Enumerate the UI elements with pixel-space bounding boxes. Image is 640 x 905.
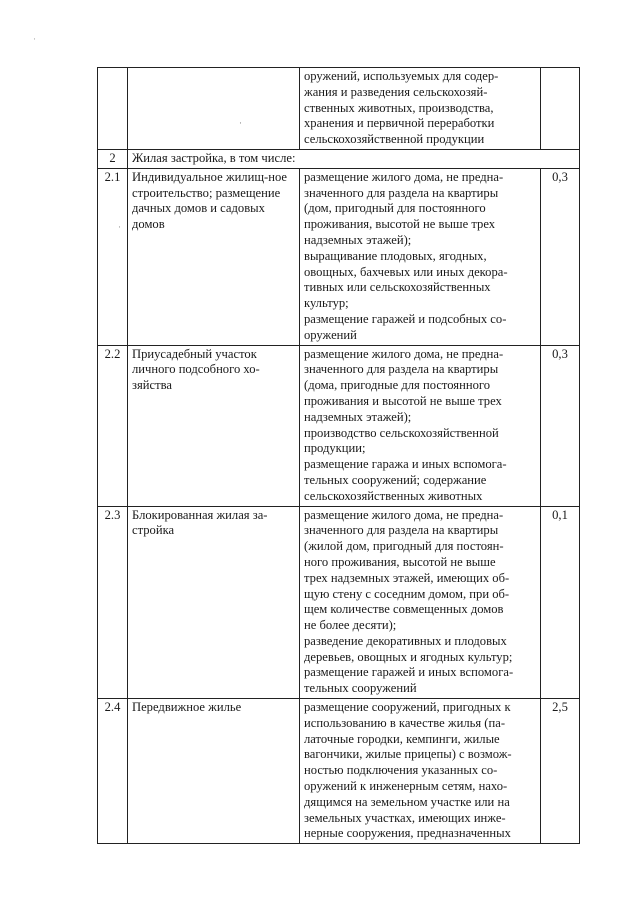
- description-line: размещение жилого дома, не предна-: [304, 346, 504, 361]
- description-line: надземных этажей);: [304, 232, 412, 247]
- description-line: выращивание плодовых, ягодных,: [304, 248, 487, 263]
- description-line: тельных сооружений; содержание: [304, 472, 487, 487]
- row-number: 2.3: [98, 506, 128, 699]
- description-line: вагончики, жилые прицепы) с возмож-: [304, 747, 512, 762]
- description-line: размещение жилого дома, не предна-: [304, 169, 504, 184]
- description-line: дящимся на земельном участке или на: [304, 794, 510, 809]
- row-number: [98, 68, 128, 150]
- land-use-name: Приусадебный участок личного подсобного хо-зяйства: [128, 345, 300, 506]
- description-line: ностью подключения указанных со-: [304, 763, 498, 778]
- table-row: [98, 68, 580, 150]
- description-line: производство сельскохозяйственной: [304, 425, 499, 440]
- description-line: тивных или сельскохозяйственных: [304, 280, 491, 295]
- description-line: сельскохозяйственных животных: [304, 488, 483, 503]
- description-line: деревьев, овощных и ягодных культур;: [304, 649, 513, 664]
- parameter-value: 0,3: [541, 168, 580, 345]
- description-line: ного проживания, высотой не выше: [304, 554, 496, 569]
- description-line: нерные сооружения, предназначенных: [304, 826, 511, 841]
- parameter-value: 0,3: [541, 345, 580, 506]
- description-line: значенного для раздела на квартиры: [304, 523, 499, 538]
- description-line: ственных животных, производства,: [304, 100, 494, 115]
- scan-artifact: ·: [33, 34, 36, 44]
- parameter-value: 2,5: [541, 699, 580, 844]
- description-line: значенного для раздела на квартиры: [304, 362, 499, 377]
- description-line: культур;: [304, 296, 349, 311]
- scan-artifact: ·: [239, 118, 242, 128]
- description-line: трех надземных этажей, имеющих об-: [304, 570, 510, 585]
- land-use-name: Индивидуальное жилищ-ное строительство; размещение дачных домов и садовых домов: [128, 168, 300, 345]
- description-line: разведение декоративных и плодовых: [304, 633, 507, 648]
- land-use-name: Блокированная жилая за-стройка: [128, 506, 300, 699]
- description-line: тельных сооружений: [304, 681, 417, 696]
- table-row: [98, 699, 580, 844]
- description-line: хранения и первичной переработки: [304, 116, 495, 131]
- section-heading: Жилая застройка, в том числе:: [128, 149, 580, 168]
- description-line: жания и разведения сельскохозяй-: [304, 84, 488, 99]
- land-use-name: [128, 68, 300, 150]
- land-use-name: Передвижное жилье: [128, 699, 300, 844]
- table-row: [98, 149, 580, 168]
- description-line: проживания и высотой не выше трех: [304, 393, 502, 408]
- parameter-value: 0,1: [541, 506, 580, 699]
- description-line: (дом, пригодный для постоянного: [304, 201, 486, 216]
- description-line: значенного для раздела на квартиры: [304, 185, 499, 200]
- description-line: размещение гаражей и подсобных со-: [304, 311, 507, 326]
- row-number: 2.1: [98, 168, 128, 345]
- table-row: [98, 345, 580, 506]
- description-line: сельскохозяйственной продукции: [304, 132, 485, 147]
- description-line: (жилой дом, пригодный для постоян-: [304, 539, 504, 554]
- description-line: оружений, используемых для содер-: [304, 69, 499, 83]
- table-row: [98, 168, 580, 345]
- description-line: проживания, высотой не выше трех: [304, 217, 496, 232]
- description-line: размещение гаража и иных вспомога-: [304, 457, 507, 472]
- description-line: оружений: [304, 327, 357, 342]
- description-line: размещение гаражей и иных вспомога-: [304, 665, 514, 680]
- table-body: [98, 68, 580, 844]
- row-number: 2: [98, 149, 128, 168]
- description-line: размещение сооружений, пригодных к: [304, 700, 511, 715]
- description-line: щую стену с соседним домом, при об-: [304, 586, 510, 601]
- description-line: латочные городки, кемпинги, жилые: [304, 731, 500, 746]
- description-line: оружений к инженерным сетям, нахо-: [304, 779, 508, 794]
- row-number: 2.2: [98, 345, 128, 506]
- parameter-value: [541, 68, 580, 150]
- description-line: размещение жилого дома, не предна-: [304, 507, 504, 522]
- description-line: продукции;: [304, 441, 366, 456]
- description-line: надземных этажей);: [304, 409, 412, 424]
- description-line: не более десяти);: [304, 618, 397, 633]
- land-use-description: [300, 68, 541, 150]
- table-row: [98, 506, 580, 699]
- description-line: овощных, бахчевых или иных декора-: [304, 264, 508, 279]
- scan-artifact: ·: [118, 222, 121, 232]
- description-line: (дома, пригодные для постоянного: [304, 378, 491, 393]
- description-line: земельных участках, имеющих инже-: [304, 810, 506, 825]
- description-line: щем количестве совмещенных домов: [304, 602, 504, 617]
- land-use-description: [300, 506, 541, 699]
- land-use-description: [300, 345, 541, 506]
- land-use-description: [300, 168, 541, 345]
- description-line: использованию в качестве жилья (па-: [304, 715, 506, 730]
- row-number: 2.4: [98, 699, 128, 844]
- land-use-description: [300, 699, 541, 844]
- land-use-table: [97, 67, 580, 844]
